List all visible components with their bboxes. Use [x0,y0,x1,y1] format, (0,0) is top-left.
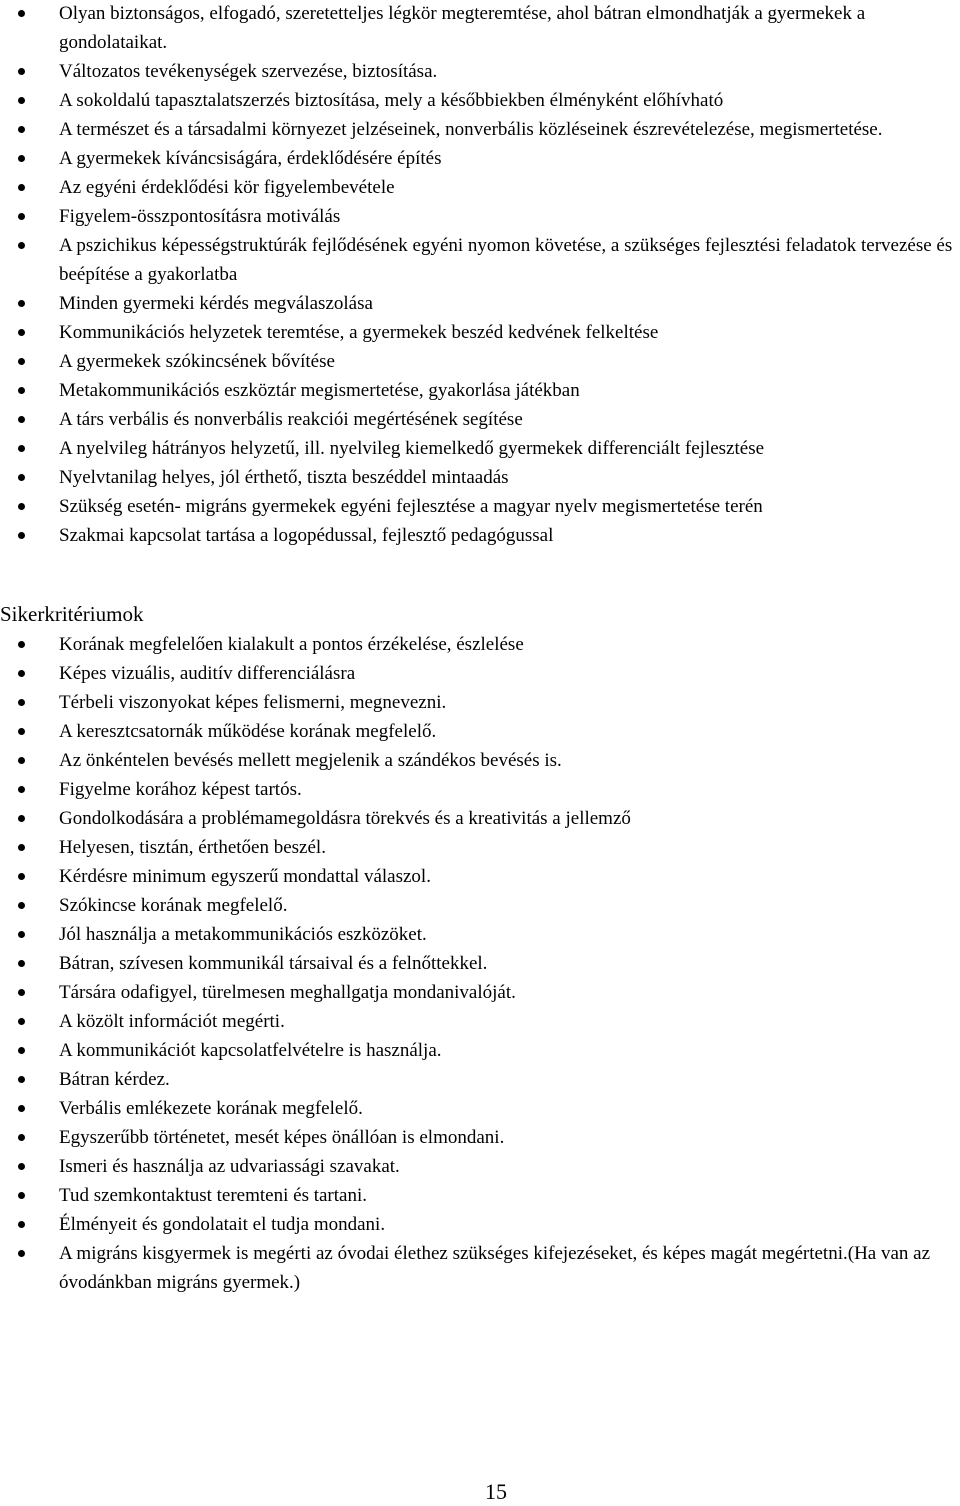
bullet-icon [18,213,25,220]
list-item: Minden gyermeki kérdés megválaszolása [0,289,960,318]
bullet-icon [18,989,25,996]
list-item: Gondolkodására a problémamegoldásra törekvés és a kreativitás a jellemző [0,804,960,833]
bullet-icon [18,641,25,648]
bullet-icon [18,1076,25,1083]
list-item: Társára odafigyel, türelmesen meghallgatja mondanivalóját. [0,978,960,1007]
list-item: Változatos tevékenységek szervezése, biztosítása. [0,57,960,86]
bullet-icon [18,416,25,423]
list-item: Élményeit és gondolatait el tudja mondani. [0,1210,960,1239]
bullet-icon [18,902,25,909]
bullet-icon [18,815,25,822]
list-item: Képes vizuális, auditív differenciálásra [0,659,960,688]
bullet-icon [18,126,25,133]
bullet-icon [18,1047,25,1054]
list-item: Szükség esetén- migráns gyermekek egyéni fejlesztése a magyar nyelv megismertetése terén [0,492,960,521]
list-item: A kommunikációt kapcsolatfelvételre is használja. [0,1036,960,1065]
list-item: Bátran, szívesen kommunikál társaival és a felnőttekkel. [0,949,960,978]
list-item: Kérdésre minimum egyszerű mondattal válaszol. [0,862,960,891]
bullet-icon [18,329,25,336]
bullet-icon [18,387,25,394]
bullet-icon [18,1250,25,1257]
bullet-icon [18,960,25,967]
bullet-icon [18,445,25,452]
list-item: Szókincse korának megfelelő. [0,891,960,920]
section-heading: Sikerkritériumok [0,602,144,626]
list-item: A gyermekek kíváncsiságára, érdeklődésére építés [0,144,960,173]
bullet-icon [18,1018,25,1025]
list-item: A közölt információt megérti. [0,1007,960,1036]
bullet-icon [18,931,25,938]
list-item: A nyelvileg hátrányos helyzetű, ill. nyelvileg kiemelkedő gyermekek differenciált fejlesztése [0,434,960,463]
list-item: A migráns kisgyermek is megérti az óvodai élethez szükséges kifejezéseket, és képes magát megértetni.(Ha van az óvodánkban migráns gyermek.) [0,1239,960,1297]
bullet-icon [18,728,25,735]
list-item: A sokoldalú tapasztalatszerzés biztosítása, mely a későbbiekben élményként előhívható [0,86,960,115]
bullet-icon [18,300,25,307]
list-item: Nyelvtanilag helyes, jól érthető, tiszta beszéddel mintaadás [0,463,960,492]
bullet-icon [18,10,25,17]
list-item: Helyesen, tisztán, érthetően beszél. [0,833,960,862]
list-item: Jól használja a metakommunikációs eszközöket. [0,920,960,949]
bullet-icon [18,1192,25,1199]
list-item: A gyermekek szókincsének bővítése [0,347,960,376]
list-item: Metakommunikációs eszköztár megismertetése, gyakorlása játékban [0,376,960,405]
list-item: Figyelme korához képest tartós. [0,775,960,804]
list-item: Térbeli viszonyokat képes felismerni, megnevezni. [0,688,960,717]
list-item: Szakmai kapcsolat tartása a logopédussal, fejlesztő pedagógussal [0,521,960,550]
list-item: A pszichikus képességstruktúrák fejlődésének egyéni nyomon követése, a szükséges fejlesztési feladatok tervezése és beépítése a gyakorlatba [0,231,960,289]
bullet-icon [18,1134,25,1141]
bullet-icon [18,97,25,104]
list-item: Ismeri és használja az udvariassági szavakat. [0,1152,960,1181]
list-item: Korának megfelelően kialakult a pontos érzékelése, észlelése [0,630,960,659]
bullet-icon [18,786,25,793]
list-item: Az önkéntelen bevésés mellett megjelenik a szándékos bevésés is. [0,746,960,775]
page-number: 15 [485,1479,507,1504]
bullet-icon [18,155,25,162]
bullet-icon [18,1163,25,1170]
list-item: A keresztcsatornák működése korának megfelelő. [0,717,960,746]
list-item: Kommunikációs helyzetek teremtése, a gyermekek beszéd kedvének felkeltése [0,318,960,347]
bullet-icon [18,699,25,706]
bullet-icon [18,474,25,481]
bullet-icon [18,1105,25,1112]
list-item: Figyelem-összpontosításra motiválás [0,202,960,231]
list-item: Olyan biztonságos, elfogadó, szeretetteljes légkör megteremtése, ahol bátran elmondhatják a gyermekek a gondolataikat. [0,0,960,57]
list-item: Verbális emlékezete korának megfelelő. [0,1094,960,1123]
bullet-icon [18,68,25,75]
bullet-icon [18,184,25,191]
bullet-icon [18,1221,25,1228]
bullet-icon [18,503,25,510]
list-item: A társ verbális és nonverbális reakciói megértésének segítése [0,405,960,434]
list-item: Bátran kérdez. [0,1065,960,1094]
bullet-icon [18,873,25,880]
bullet-icon [18,532,25,539]
list-item: Az egyéni érdeklődési kör figyelembevétele [0,173,960,202]
goals-bullet-list [0,0,960,550]
list-item: Egyszerűbb történetet, mesét képes önállóan is elmondani. [0,1123,960,1152]
bullet-icon [18,358,25,365]
bullet-icon [18,757,25,764]
list-item: Tud szemkontaktust teremteni és tartani. [0,1181,960,1210]
bullet-icon [18,844,25,851]
bullet-icon [18,670,25,677]
list-item: A természet és a társadalmi környezet jelzéseinek, nonverbális közléseinek észrevételezése, megismertetése. [0,115,960,144]
criteria-bullet-list [0,630,960,1297]
bullet-icon [18,242,25,249]
